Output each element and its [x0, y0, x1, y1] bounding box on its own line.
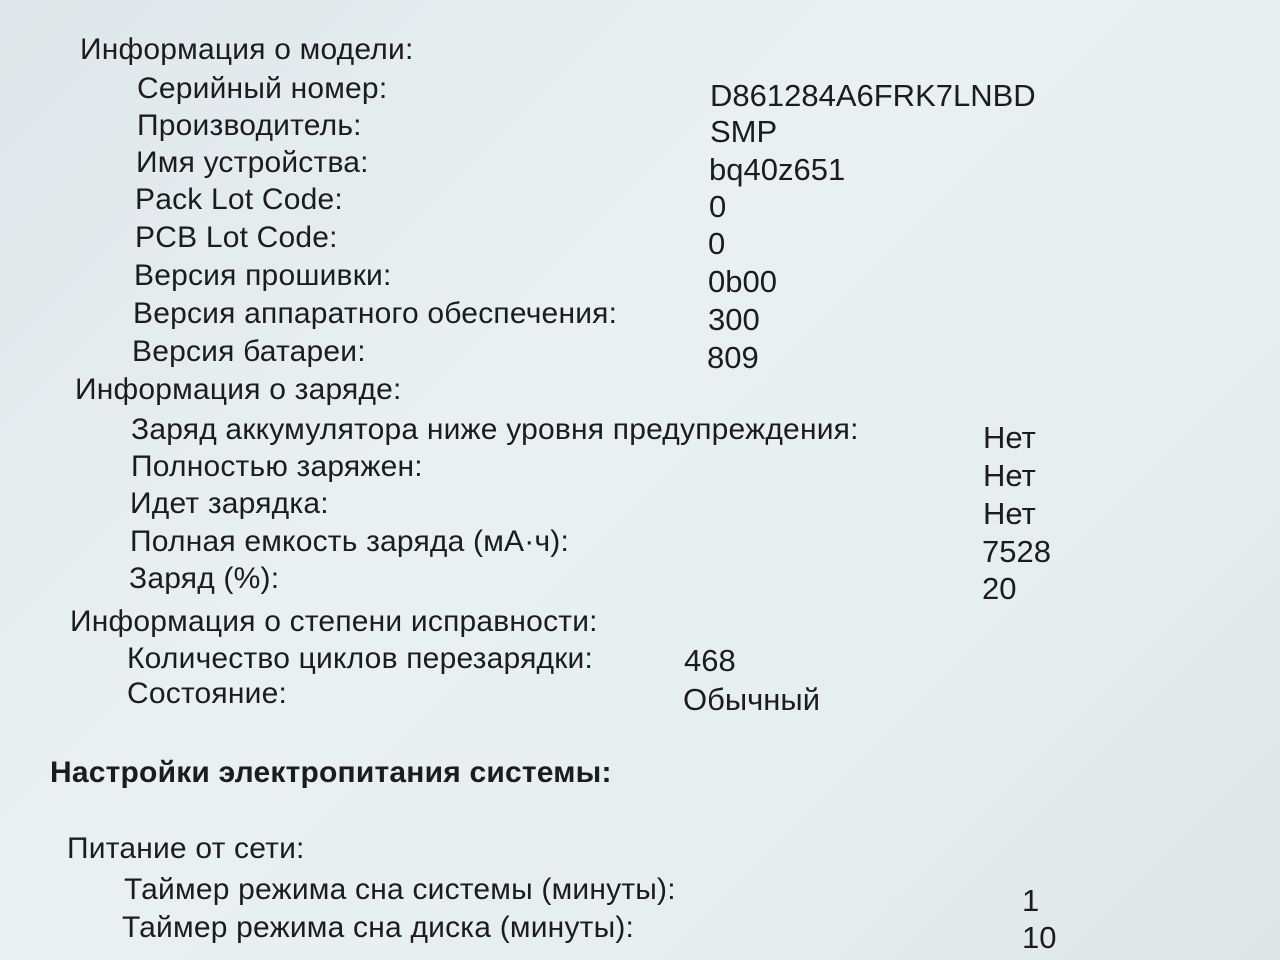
manufacturer-value: SMP [710, 114, 778, 149]
pack-lot-code-value: 0 [709, 189, 727, 224]
charging-value: Нет [983, 496, 1036, 531]
pcb-lot-code-value: 0 [708, 226, 726, 261]
pcb-lot-code-label: PCB Lot Code: [135, 221, 338, 254]
disk-sleep-timer-value: 10 [1022, 920, 1057, 955]
condition-label: Состояние: [127, 677, 288, 710]
condition-value: Обычный [683, 682, 821, 717]
health-info-heading: Информация о степени исправности: [70, 605, 598, 638]
charge-percent-value: 20 [982, 571, 1017, 606]
battery-version-label: Версия батареи: [132, 335, 366, 368]
device-name-label: Имя устройства: [136, 146, 369, 179]
power-settings-heading: Настройки электропитания системы: [50, 756, 612, 789]
system-sleep-timer-label: Таймер режима сна системы (минуты): [124, 873, 676, 906]
charge-percent-label: Заряд (%): [129, 562, 280, 595]
battery-version-value: 809 [707, 340, 759, 375]
disk-sleep-timer-label: Таймер режима сна диска (минуты): [122, 911, 635, 944]
charge-info-heading: Информация о заряде: [75, 373, 402, 406]
serial-number-label: Серийный номер: [137, 72, 388, 105]
system-sleep-timer-value: 1 [1022, 883, 1040, 918]
low-battery-warning-value: Нет [983, 420, 1036, 455]
cycle-count-value: 468 [684, 643, 736, 678]
charging-label: Идет зарядка: [130, 487, 329, 520]
full-charge-capacity-value: 7528 [982, 534, 1051, 569]
fully-charged-value: Нет [983, 458, 1036, 493]
low-battery-warning-label: Заряд аккумулятора ниже уровня предупреждения: [131, 413, 859, 446]
hardware-version-value: 300 [708, 302, 760, 337]
firmware-version-value: 0b00 [708, 264, 777, 299]
device-name-value: bq40z651 [709, 152, 846, 187]
firmware-version-label: Версия прошивки: [134, 259, 392, 292]
model-info-heading: Информация о модели: [80, 33, 414, 66]
cycle-count-label: Количество циклов перезарядки: [127, 642, 594, 675]
fully-charged-label: Полностью заряжен: [131, 450, 423, 483]
manufacturer-label: Производитель: [137, 109, 362, 142]
full-charge-capacity-label: Полная емкость заряда (мА·ч): [130, 525, 570, 558]
serial-number-value: D861284A6FRK7LNBD [710, 78, 1036, 113]
pack-lot-code-label: Pack Lot Code: [135, 183, 343, 216]
ac-power-subheading: Питание от сети: [67, 832, 305, 865]
hardware-version-label: Версия аппаратного обеспечения: [133, 297, 618, 330]
